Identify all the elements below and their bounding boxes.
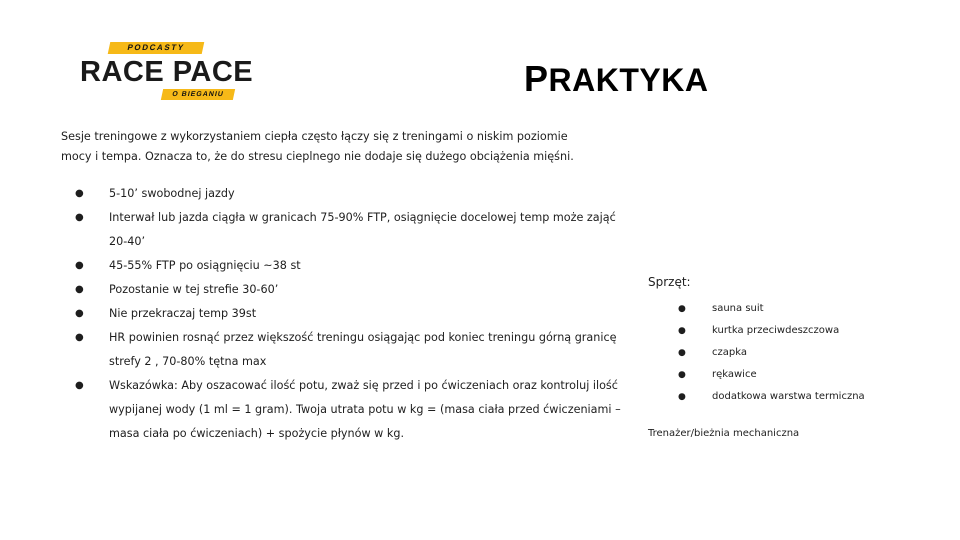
- equipment-item: ● czapka: [648, 342, 865, 364]
- slide-title-rest: RAKTYKA: [548, 62, 709, 98]
- logo-podcasty-banner: PODCASTY: [108, 42, 205, 54]
- equipment-item: ● rękawice: [648, 364, 865, 386]
- equipment-item: ● kurtka przeciwdeszczowa: [648, 320, 865, 342]
- equipment-heading: Sprzęt:: [648, 275, 691, 289]
- list-item: ● Pozostanie w tej strefie 30-60’: [61, 278, 621, 302]
- equipment-item: ● dodatkowa warstwa termiczna: [648, 386, 865, 408]
- equipment-list: [648, 298, 865, 408]
- list-item: ● Nie przekraczaj temp 39st: [61, 302, 621, 326]
- training-steps-list: [61, 182, 621, 446]
- slide-title-initial: P: [524, 58, 549, 99]
- list-item: ● 5-10’ swobodnej jazdy: [61, 182, 621, 206]
- list-item: ● HR powinien rosnąć przez większość treningu osiągając pod koniec treningu górną granicę strefy 2 , 70-80% tętna max: [61, 326, 621, 374]
- list-item: ● Wskazówka: Aby oszacować ilość potu, zważ się przed i po ćwiczeniach oraz kontroluj ilość wypijanej wody (1 ml = 1 gram). Twoja utrata potu w kg = (masa ciała przed ćwiczeniami – masa ciała po ćwiczeniach) + spożycie płynów w kg.: [61, 374, 621, 446]
- list-item: ● 45-55% FTP po osiągnięciu ~38 st: [61, 254, 621, 278]
- equipment-item: ● sauna suit: [648, 298, 865, 320]
- logo-wordmark: RACE PACE: [80, 56, 254, 88]
- intro-paragraph: Sesje treningowe z wykorzystaniem ciepła często łączy się z treningami o niskim poziomie mocy i tempa. Oznacza to, że do stresu cieplnego nie dodaje się dużego obciążenia mięśni.: [61, 130, 574, 163]
- slide-title: [524, 58, 708, 100]
- logo-o-bieganiu-banner: O BIEGANIU: [161, 89, 235, 100]
- list-item: ● Interwał lub jazda ciągła w granicach 75-90% FTP, osiągnięcie docelowej temp może zająć 20-40’: [61, 206, 621, 254]
- race-pace-logo: [78, 42, 263, 102]
- trainer-note: Trenażer/bieżnia mechaniczna: [648, 428, 800, 439]
